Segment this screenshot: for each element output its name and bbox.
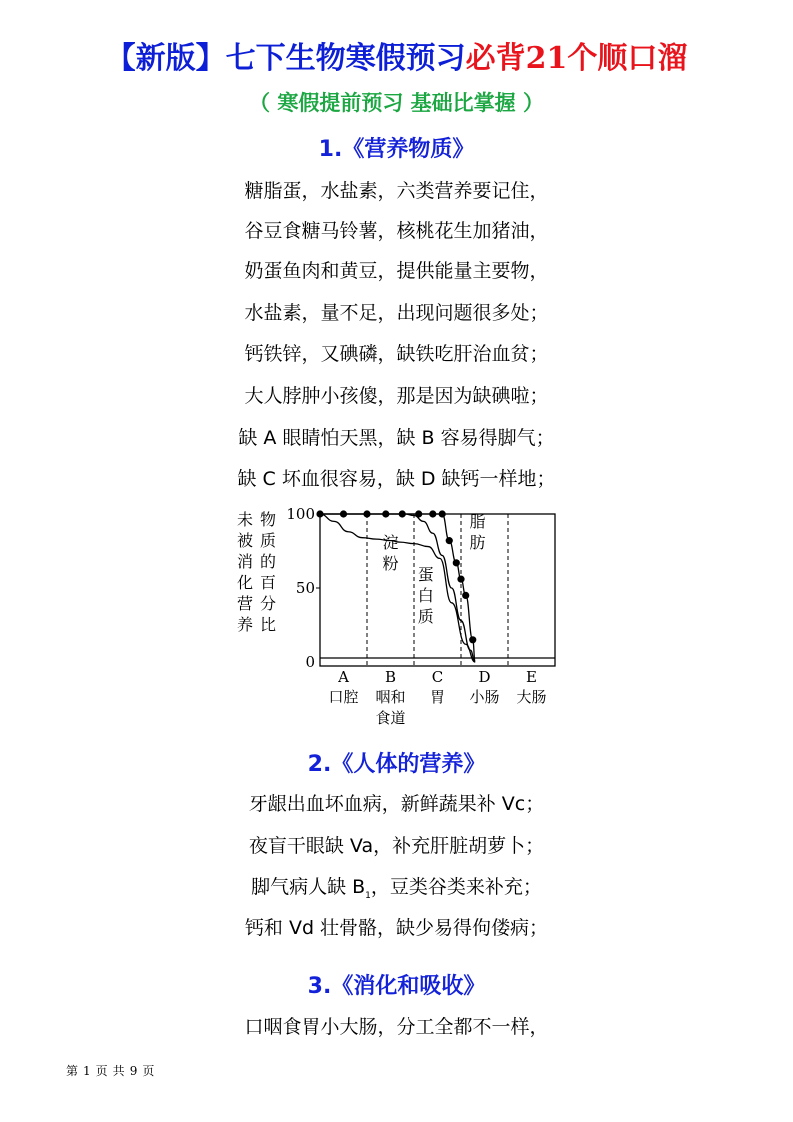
footer-label: 第	[66, 1064, 79, 1078]
region-name: 食道	[375, 709, 406, 727]
footer-page-number: 1	[83, 1064, 91, 1078]
y-axis-label-char: 化	[236, 573, 254, 592]
series-label-char: 质	[417, 607, 434, 626]
series-point	[316, 510, 323, 517]
series-point	[382, 510, 389, 517]
verse-line: 水盐素，量不足，出现问题很多处；	[244, 302, 549, 324]
series-label-char: 脂	[469, 512, 486, 531]
section-heading-3: 3.《消化和吸收》	[307, 974, 486, 999]
footer-total-pages: 9	[129, 1064, 138, 1078]
region-name: 咽和	[375, 688, 406, 706]
region-letter: C	[431, 668, 444, 686]
verse-line-start: 脚气病人缺 B	[251, 876, 366, 898]
verse-line: 大人脖肿小孩傻，那是因为缺碘啦；	[244, 385, 549, 407]
series-label-char: 肪	[469, 533, 486, 552]
title-part-2: 必背21个顺口溜	[465, 41, 688, 76]
y-axis-label-char: 比	[259, 615, 277, 634]
footer-label: 共	[112, 1064, 125, 1078]
series-point	[415, 510, 422, 517]
series-point	[429, 510, 436, 517]
y-axis-label-char: 营	[236, 594, 254, 613]
title-part-1: 【新版】七下生物寒假预习	[105, 41, 466, 76]
series-label-char: 粉	[382, 554, 399, 573]
verse-line: 糖脂蛋，水盐素，六类营养要记住，	[244, 180, 549, 202]
y-axis-label-char: 分	[259, 594, 277, 613]
series-point	[453, 559, 460, 566]
y-axis-label-char: 的	[259, 552, 277, 571]
region-name: 胃	[429, 688, 446, 706]
region-letter: D	[478, 668, 491, 686]
verse-line: 钙铁锌，又碘磷，缺铁吃肝治血贫；	[244, 343, 549, 365]
verse-line: 夜盲干眼缺 Va，补充肝脏胡萝卜；	[248, 835, 545, 857]
series-point	[469, 636, 476, 643]
verse-line-end: ，豆类谷类来补充；	[370, 876, 542, 898]
section-heading-1: 1.《营养物质》	[318, 137, 475, 162]
verse-line: 口咽食胃小大肠，分工全都不一样，	[244, 1016, 549, 1038]
page-footer	[66, 1062, 159, 1079]
plot-frame	[320, 514, 555, 666]
verse-line-subscript: 1	[365, 890, 371, 901]
y-axis-label-char: 被	[236, 531, 254, 550]
y-tick-label: 50	[295, 579, 315, 597]
series-point	[446, 537, 453, 544]
region-name: 口腔	[328, 688, 359, 706]
y-axis-label-char: 物	[259, 510, 277, 529]
series-label-char: 蛋	[417, 565, 434, 584]
footer-label: 页	[95, 1064, 108, 1078]
section-heading-2: 2.《人体的营养》	[307, 752, 486, 777]
verse-line: 钙和 Vd 壮骨骼，缺少易得佝偻病；	[244, 917, 549, 939]
verse-line: 奶蛋鱼肉和黄豆，提供能量主要物，	[244, 260, 549, 282]
digestion-chart	[225, 500, 565, 735]
verse-line: 牙龈出血坏血病，新鲜蔬果补 Vc；	[248, 793, 545, 815]
series-point	[340, 510, 347, 517]
verse-line: 缺 C 坏血很容易，缺 D 缺钙一样地；	[237, 468, 556, 490]
footer-label: 页	[142, 1064, 155, 1078]
series-label-char: 白	[417, 586, 434, 605]
page-title	[0, 36, 793, 82]
region-letter: A	[338, 668, 349, 686]
series-point	[363, 510, 370, 517]
page-subtitle: （ 寒假提前预习 基础比掌握 ）	[249, 91, 544, 115]
y-axis-label-char: 消	[236, 552, 254, 571]
verse-line	[0, 872, 793, 911]
series-label-char: 淀	[382, 533, 399, 552]
y-axis-label-char: 质	[259, 531, 277, 550]
region-name: 小肠	[469, 688, 500, 706]
region-letter: E	[526, 668, 537, 686]
y-tick-label: 100	[286, 505, 315, 523]
region-letter: B	[384, 668, 397, 686]
y-axis-label-char: 百	[259, 573, 277, 592]
y-axis-label-char: 养	[236, 615, 254, 634]
region-name: 大肠	[516, 688, 547, 706]
series-point	[439, 510, 446, 517]
y-tick-label: 0	[305, 653, 315, 671]
series-point	[399, 510, 406, 517]
verse-line: 谷豆食糖马铃薯，核桃花生加猪油，	[244, 220, 549, 242]
series-point	[462, 592, 469, 599]
verse-line: 缺 A 眼睛怕天黑，缺 B 容易得脚气；	[238, 427, 555, 449]
series-point	[457, 576, 464, 583]
y-axis-label-char: 未	[236, 510, 254, 529]
